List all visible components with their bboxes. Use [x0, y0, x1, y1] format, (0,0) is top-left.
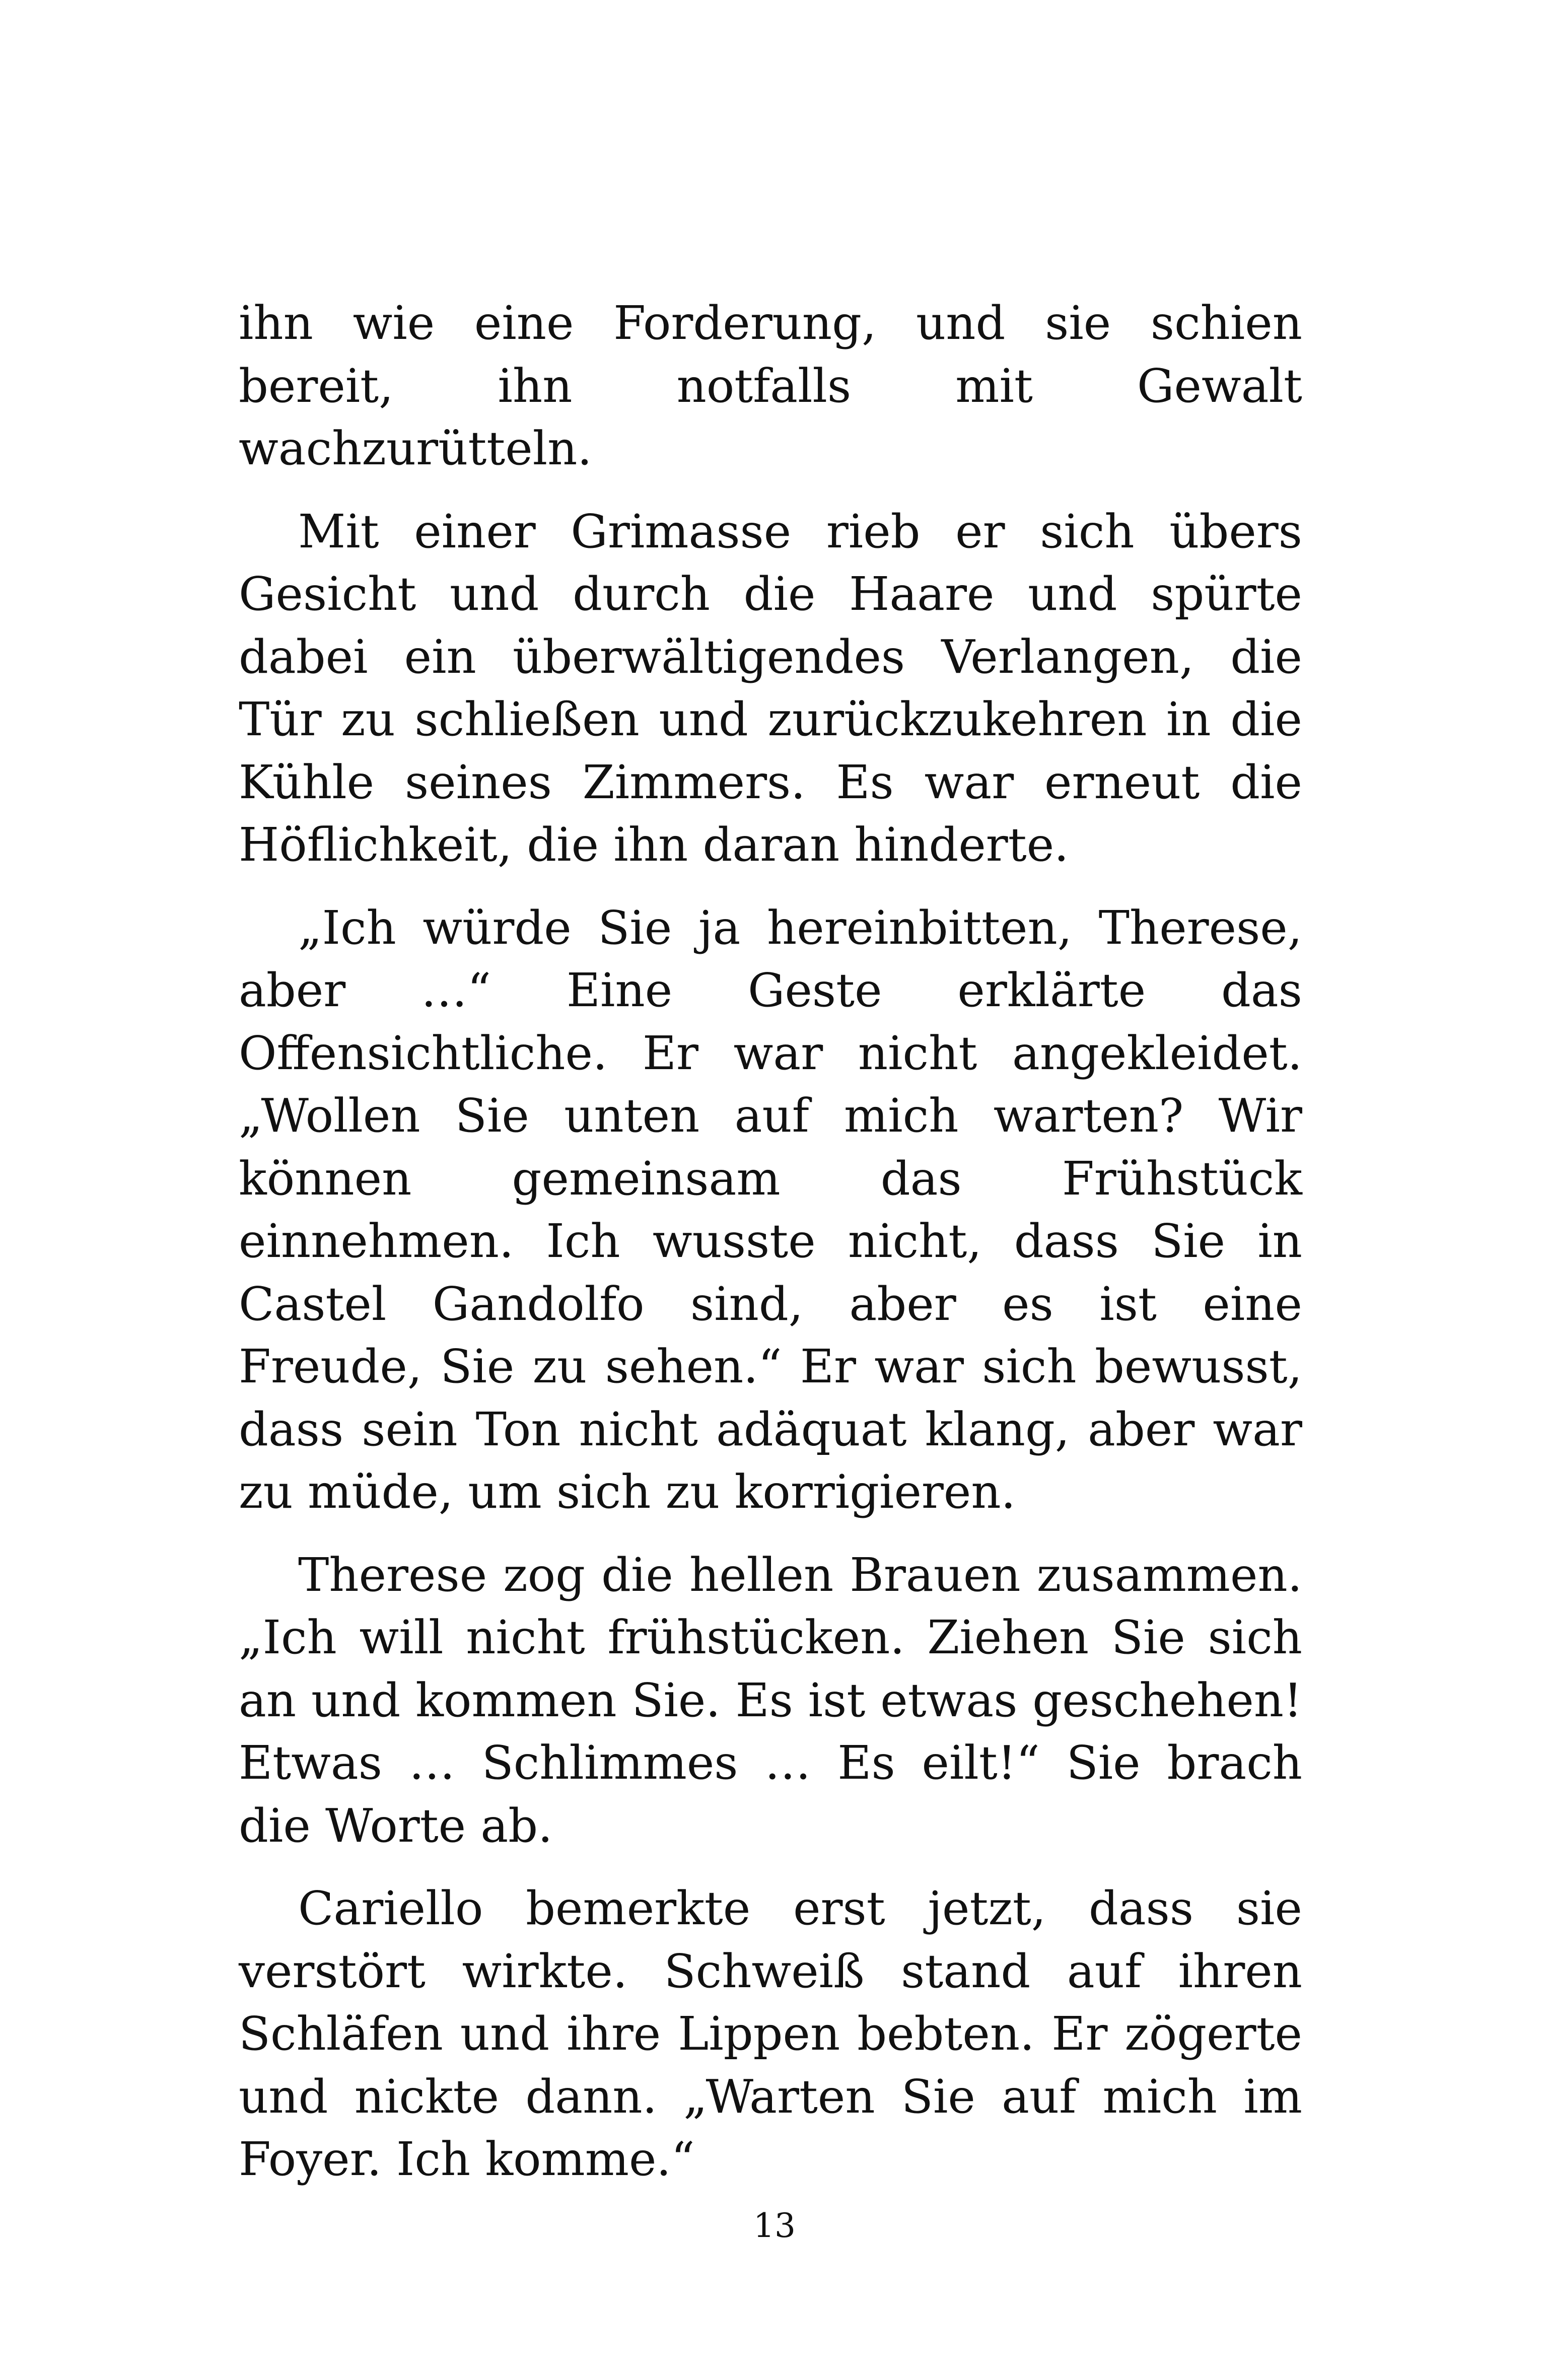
- paragraph-2: Mit einer Grimasse rieb er sich übers Gesicht und durch die Haare und spürte dabei ein überwältigendes Verlangen, die Tür zu schließen und zurückzukehren in die Kühle seines Zimmers. Es war erneut die Höflichkeit, die ihn daran hinderte.: [239, 504, 1302, 872]
- paragraph-4: Therese zog die hellen Brauen zusammen. „Ich will nicht frühstücken. Ziehen Sie sich an und kommen Sie. Es ist etwas geschehen! Etwas … Schlimmes … Es eilt!“ Sie brach die Worte ab.: [239, 1548, 1302, 1853]
- paragraph-3: „Ich würde Sie ja hereinbitten, Therese, aber …“ Eine Geste erklärte das Offensichtliche. Er war nicht angekleidet. „Wollen Sie unten auf mich warten? Wir können gemeinsam das Frühstück einnehmen. Ich wusste nicht, dass Sie in Castel Gandolfo sind, aber es ist eine Freude, Sie zu sehen.“ Er war sich bewusst, dass sein Ton nicht adäquat klang, aber war zu müde, um sich zu korrigieren.: [239, 900, 1302, 1519]
- page-number: 13: [753, 2206, 796, 2245]
- body-text: [239, 292, 1302, 2191]
- paragraph-5: Cariello bemerkte erst jetzt, dass sie verstört wirkte. Schweiß stand auf ihren Schläfen und ihre Lippen bebten. Er zögerte und nickte dann. „Warten Sie auf mich im Foyer. Ich komme.“: [239, 1881, 1302, 2186]
- paragraph-1: ihn wie eine Forderung, und sie schien bereit, ihn notfalls mit Gewalt wachzurütteln.: [239, 296, 1302, 475]
